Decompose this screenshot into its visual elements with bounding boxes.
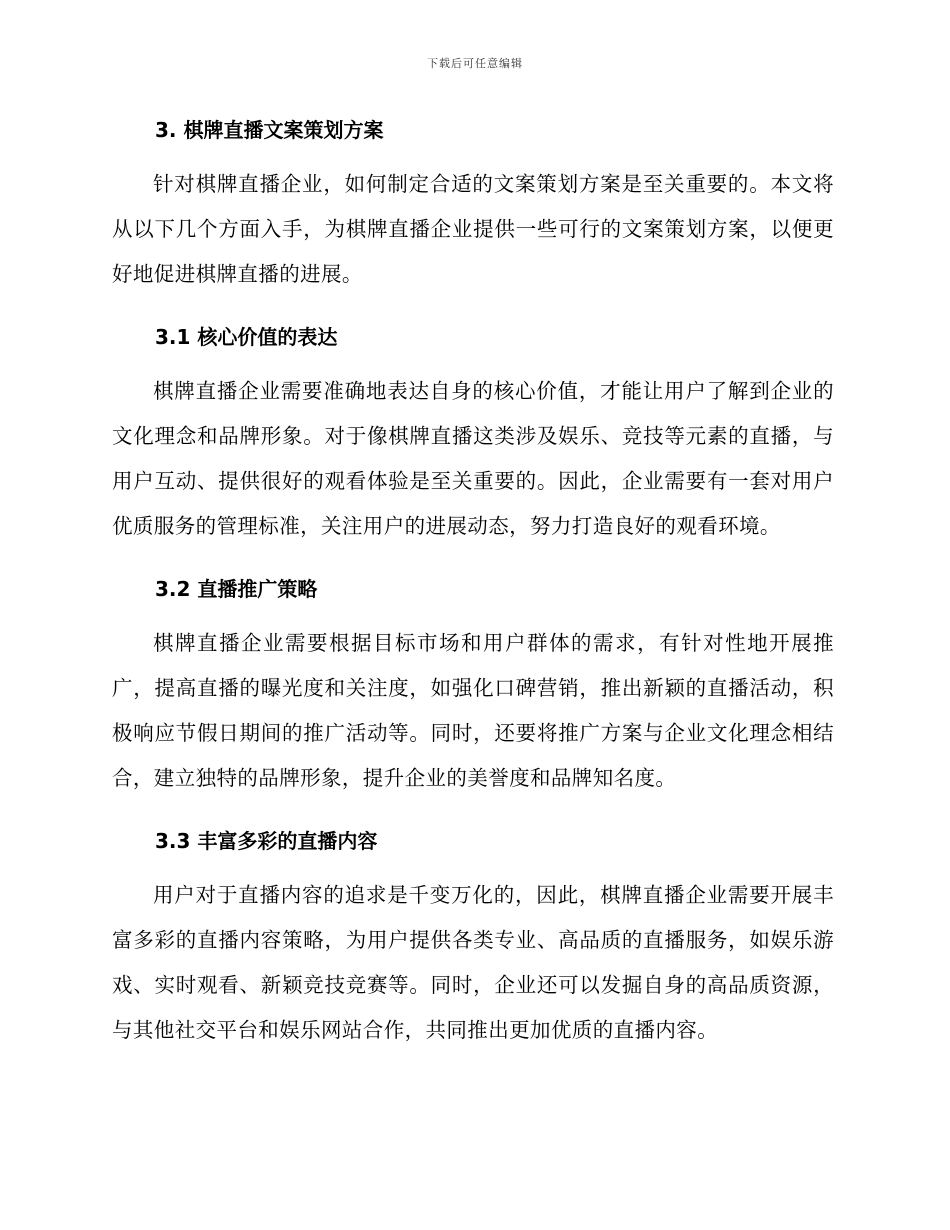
section-paragraph-3-1: 棋牌直播企业需要准确地表达自身的核心价值，才能让用户了解到企业的文化理念和品牌形象。对于像棋牌直播这类涉及娱乐、竞技等元素的直播，与用户互动、提供很好的观看体验是至关重要的。因此，企业需要有一套对用户优质服务的管理标准，关注用户的进展动态，努力打造良好的观看环境。 [112, 379, 834, 538]
section-paragraph-3: 针对棋牌直播企业，如何制定合适的文案策划方案是至关重要的。本文将从以下几个方面入手，为棋牌直播企业提供一些可行的文案策划方案，以便更好地促进棋牌直播的进展。 [112, 172, 834, 286]
section-heading-3: 3. 棋牌直播文案策划方案 [155, 118, 384, 142]
section-heading-3-2: 3.2 直播推广策略 [155, 577, 318, 601]
section-paragraph-3-3: 用户对于直播内容的追求是千变万化的，因此，棋牌直播企业需要开展丰富多彩的直播内容策略，为用户提供各类专业、高品质的直播服务，如娱乐游戏、实时观看、新颖竞技竞赛等。同时，企业还可以发掘自身的高品质资源，与其他社交平台和娱乐网站合作，共同推出更加优质的直播内容。 [112, 883, 834, 1042]
section-paragraph-3-2: 棋牌直播企业需要根据目标市场和用户群体的需求，有针对性地开展推广，提高直播的曝光度和关注度，如强化口碑营销，推出新颖的直播活动，积极响应节假日期间的推广活动等。同时，还要将推广方案与企业文化理念相结合，建立独特的品牌形象，提升企业的美誉度和品牌知名度。 [112, 631, 834, 790]
section-heading-3-1: 3.1 核心价值的表达 [155, 325, 338, 349]
section-heading-3-3: 3.3 丰富多彩的直播内容 [155, 829, 378, 853]
document-body [112, 112, 834, 1053]
page-header-note: 下载后可任意编辑 [427, 57, 523, 70]
